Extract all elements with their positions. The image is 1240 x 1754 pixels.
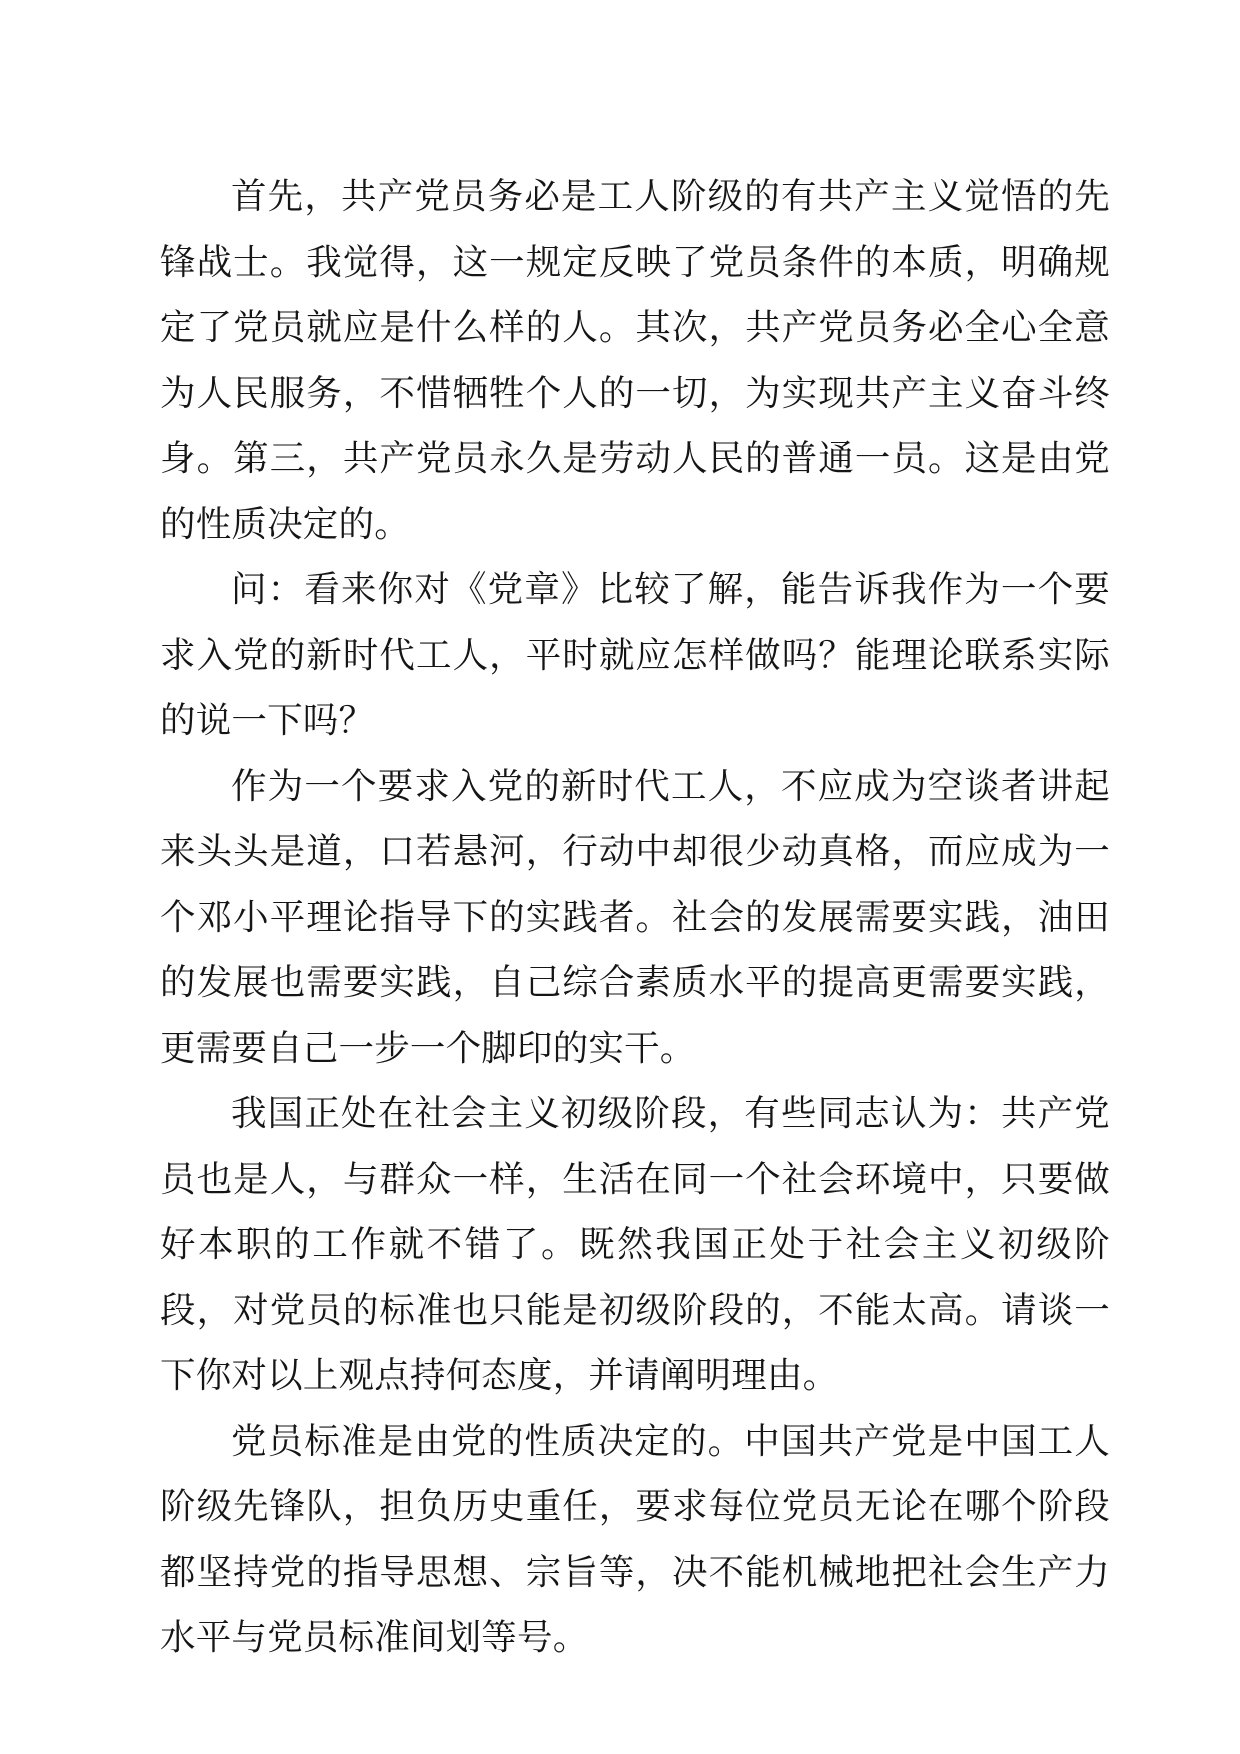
paragraph-answer-practitioner: 作为一个要求入党的新时代工人，不应成为空谈者讲起来头头是道，口若悬河，行动中却很少动真格，而应成为一个邓小平理论指导下的实践者。社会的发展需要实践，油田的发展也需要实践，自己综合素质水平的提高更需要实践，更需要自己一步一个脚印的实干。 [160,765,1110,1069]
paragraph-question-primary-stage: 我国正处在社会主义初级阶段，有些同志认为：共产党员也是人，与群众一样，生活在同一个社会环境中，只要做好本职的工作就不错了。既然我国正处于社会主义初级阶段，对党员的标准也只能是初级阶段的，不能太高。请谈一下你对以上观点持何态度，并请阐明理由。 [160,1093,1110,1396]
document-page [160,164,1110,1658]
paragraph-party-member-requirements: 首先，共产党员务必是工人阶级的有共产主义觉悟的先锋战士。我觉得，这一规定反映了党员条件的本质，明确规定了党员就应是什么样的人。其次，共产党员务必全心全意为人民服务，不惜牺牲个人的一切，为实现共产主义奋斗终身。第三，共产党员永久是劳动人民的普通一员。这是由党的性质决定的。 [160,176,1110,545]
paragraph-question-how-to-act: 问：看来你对《党章》比较了解，能告诉我作为一个要求入党的新时代工人，平时就应怎样做吗？能理论联系实际的说一下吗？ [160,569,1110,741]
paragraph-answer-party-standard: 党员标准是由党的性质决定的。中国共产党是中国工人阶级先锋队，担负历史重任，要求每位党员无论在哪个阶段都坚持党的指导思想、宗旨等，决不能机械地把社会生产力水平与党员标准间划等号。 [160,1420,1110,1658]
